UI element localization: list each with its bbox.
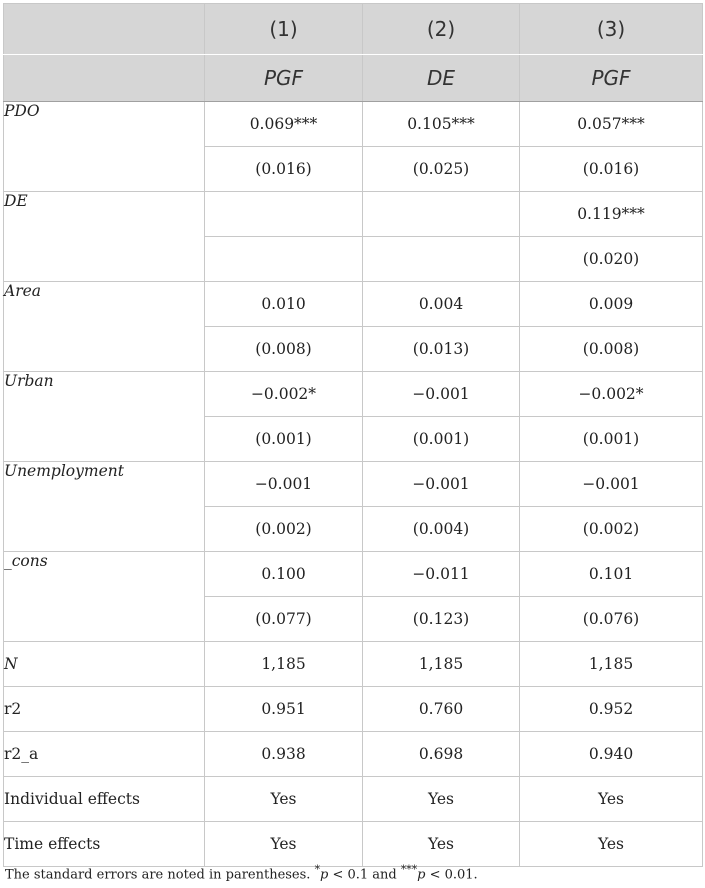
se-cell: (0.025) <box>363 147 520 192</box>
row-label: _cons <box>4 552 205 642</box>
stat-label: N <box>4 642 205 687</box>
stat-label: Time effects <box>4 822 205 867</box>
stat-cell: Yes <box>363 822 520 867</box>
coef-cell: −0.002* <box>205 372 363 417</box>
footnote-stars-3: *** <box>400 863 418 876</box>
coef-row <box>4 282 703 327</box>
stat-cell: 0.938 <box>205 732 363 777</box>
stat-label: r2_a <box>4 732 205 777</box>
coef-cell: −0.001 <box>363 462 520 507</box>
coef-cell: −0.001 <box>205 462 363 507</box>
se-cell: (0.001) <box>205 417 363 462</box>
row-label: Urban <box>4 372 205 462</box>
col-number-2: (2) <box>363 4 520 55</box>
se-cell: (0.020) <box>520 237 703 282</box>
footnote-p-3: p <box>417 867 426 883</box>
dep-var-1: PGF <box>205 55 363 102</box>
stat-cell: 0.760 <box>363 687 520 732</box>
dep-var-3: PGF <box>520 55 703 102</box>
header-corner-lower <box>4 55 205 102</box>
stat-cell: Yes <box>363 777 520 822</box>
se-cell: (0.001) <box>363 417 520 462</box>
col-number-1: (1) <box>205 4 363 55</box>
col-number-3: (3) <box>520 4 703 55</box>
coef-cell: −0.011 <box>363 552 520 597</box>
coef-cell: 0.100 <box>205 552 363 597</box>
row-label: Area <box>4 282 205 372</box>
se-cell <box>363 237 520 282</box>
se-cell: (0.008) <box>520 327 703 372</box>
se-cell: (0.001) <box>520 417 703 462</box>
stat-row <box>4 687 703 732</box>
footnote-threshold-3: < 0.01. <box>425 867 478 883</box>
coef-row <box>4 552 703 597</box>
se-cell: (0.016) <box>205 147 363 192</box>
footnote-threshold-1: < 0.1 and <box>328 867 401 883</box>
se-cell <box>205 237 363 282</box>
coef-cell: 0.069*** <box>205 102 363 147</box>
se-cell: (0.123) <box>363 597 520 642</box>
stat-cell: 0.951 <box>205 687 363 732</box>
row-label: Unemployment <box>4 462 205 552</box>
stat-cell: 0.698 <box>363 732 520 777</box>
dep-var-2: DE <box>363 55 520 102</box>
se-cell: (0.002) <box>520 507 703 552</box>
stat-row <box>4 777 703 822</box>
se-cell: (0.008) <box>205 327 363 372</box>
footnote-stars-1: * <box>314 863 320 876</box>
coef-cell: 0.119*** <box>520 192 703 237</box>
se-cell: (0.077) <box>205 597 363 642</box>
regression-table <box>3 3 703 867</box>
footnote-p-1: p <box>319 867 329 883</box>
stat-cell: Yes <box>520 822 703 867</box>
stat-cell: 1,185 <box>363 642 520 687</box>
header-corner <box>4 4 205 55</box>
row-label: DE <box>4 192 205 282</box>
se-cell: (0.002) <box>205 507 363 552</box>
se-cell: (0.016) <box>520 147 703 192</box>
coef-row <box>4 192 703 237</box>
table-footnote <box>5 863 478 882</box>
stat-cell: Yes <box>205 822 363 867</box>
coef-cell: −0.002* <box>520 372 703 417</box>
table-header <box>4 4 703 102</box>
stat-row <box>4 822 703 867</box>
stat-cell: 0.940 <box>520 732 703 777</box>
coef-cell: 0.057*** <box>520 102 703 147</box>
coef-cell: 0.010 <box>205 282 363 327</box>
stat-cell: Yes <box>520 777 703 822</box>
stat-label: Individual effects <box>4 777 205 822</box>
coef-cell: 0.009 <box>520 282 703 327</box>
coef-cell: −0.001 <box>520 462 703 507</box>
stat-cell: 0.952 <box>520 687 703 732</box>
stat-cell: 1,185 <box>520 642 703 687</box>
se-cell: (0.004) <box>363 507 520 552</box>
stat-row <box>4 642 703 687</box>
coef-cell: 0.105*** <box>363 102 520 147</box>
stat-cell: Yes <box>205 777 363 822</box>
table-body <box>4 102 703 867</box>
row-label: PDO <box>4 102 205 192</box>
stat-row <box>4 732 703 777</box>
stat-label: r2 <box>4 687 205 732</box>
coef-cell: 0.004 <box>363 282 520 327</box>
footnote-text: The standard errors are noted in parentheses. <box>5 867 315 883</box>
coef-row <box>4 102 703 147</box>
coef-cell: −0.001 <box>363 372 520 417</box>
stat-cell: 1,185 <box>205 642 363 687</box>
coef-row <box>4 462 703 507</box>
se-cell: (0.013) <box>363 327 520 372</box>
coef-cell <box>363 192 520 237</box>
se-cell: (0.076) <box>520 597 703 642</box>
coef-row <box>4 372 703 417</box>
coef-cell: 0.101 <box>520 552 703 597</box>
coef-cell <box>205 192 363 237</box>
